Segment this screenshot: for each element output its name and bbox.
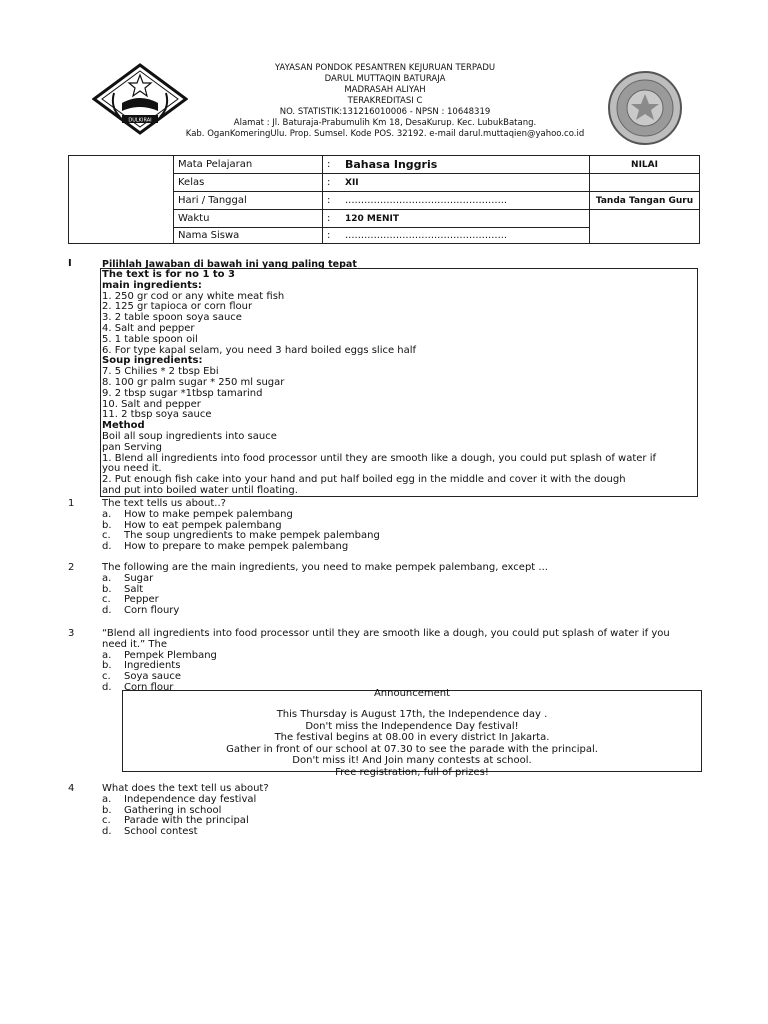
announcement-title: Announcement (373, 688, 451, 699)
letterhead-line: TERAKREDITASI C (347, 96, 423, 106)
recipe-line: 9. 2 tbsp sugar *1tbsp tamarind (102, 387, 263, 399)
option-text: The soup ungredients to make pempek palembang (124, 530, 380, 542)
letterhead-line: Alamat : Jl. Baturaja-Prabumulih Km 18, DesaKurup. Kec. LubukBatang. (233, 118, 537, 128)
recipe-line: 4. Salt and pepper (102, 323, 195, 334)
option-text: Parade with the principal (124, 815, 249, 827)
signature-header: Tanda Tangan Guru (590, 192, 700, 210)
option-letter: d. (102, 541, 112, 553)
option-letter: c. (102, 594, 111, 606)
recipe-line: 10. Salt and pepper (102, 398, 201, 410)
date-value: ................................................... (341, 192, 590, 210)
letterhead-line: YAYASAN PONDOK PESANTREN KEJURUAN TERPADU (274, 63, 496, 73)
question-text: need it.” The (102, 638, 168, 650)
recipe-line: Soup ingredients: (102, 355, 203, 367)
signature-box (590, 210, 700, 244)
option-text: How to make pempek palembang (124, 508, 293, 520)
announcement-line: Don't miss it! And Join many contests at school. (292, 755, 532, 766)
svg-text:DULKIRAI: DULKIRAI (128, 117, 152, 124)
option-letter: c. (102, 671, 111, 683)
letterhead-line: NO. STATISTIK:131216010006 - NPSN : 10648319 (279, 107, 491, 117)
info-label: Kelas (174, 174, 323, 192)
option-text: How to eat pempek palembang (124, 519, 282, 531)
letterhead-line: DARUL MUTTAQIN BATURAJA (324, 74, 446, 84)
letterhead-line: Kab. OganKomeringUlu. Prop. Sumsel. Kode POS. 32192. e-mail darul.muttaqien@yahoo.co.id (185, 129, 585, 139)
option-text: Salt (124, 583, 144, 595)
option-letter: b. (102, 519, 112, 531)
recipe-line: Boil all soup ingredients into sauce (102, 431, 277, 442)
info-sep: : (323, 210, 342, 228)
option-letter: c. (102, 530, 111, 542)
letterhead-line: MADRASAH ALIYAH (344, 85, 426, 95)
option-text: How to prepare to make pempek palembang (124, 541, 349, 553)
question-number: 1 (68, 498, 75, 509)
info-sep: : (323, 192, 342, 210)
recipe-line: 5. 1 table spoon oil (102, 333, 198, 345)
announcement-line: The festival begins at 08.00 in every district In Jakarta. (274, 732, 550, 743)
option-text: Corn flour (124, 682, 174, 693)
recipe-line: The text is for no 1 to 3 (102, 269, 235, 280)
announcement-line: Don't miss the Independence Day festival! (305, 720, 519, 732)
recipe-line: 6. For type kapal selam, you need 3 hard boiled eggs slice half (102, 344, 417, 356)
info-label: Waktu (174, 210, 323, 228)
recipe-line: 8. 100 gr palm sugar * 250 ml sugar (102, 377, 285, 388)
question-number: 2 (68, 562, 75, 573)
option-letter: d. (102, 605, 112, 617)
option-letter: b. (102, 660, 112, 672)
recipe-line: you need it. (102, 463, 162, 475)
question-number: 3 (68, 628, 75, 639)
question-text: What does the text tell us about? (102, 783, 269, 794)
option-text: Sugar (124, 572, 154, 584)
name-value: ................................................... (341, 228, 590, 244)
option-letter: a. (102, 508, 112, 520)
recipe-line: 1. 250 gr cod or any white meat fish (102, 290, 285, 302)
question-number: 4 (68, 783, 75, 794)
recipe-line: pan Serving (102, 441, 162, 453)
question-text: The text tells us about..? (102, 498, 226, 509)
recipe-line: Method (102, 420, 145, 432)
option-text: Ingredients (124, 660, 181, 672)
option-text: Corn floury (124, 605, 180, 617)
section-instruction: Pilihlah Jawaban di bawah ini yang paling tepat (102, 259, 357, 270)
recipe-line: 3. 2 table spoon soya sauce (102, 312, 242, 324)
student-info-table (68, 155, 700, 244)
subject-value: Bahasa Inggris (341, 156, 590, 174)
info-sep: : (323, 174, 342, 192)
recipe-line: and put into boiled water until floating. (102, 485, 298, 496)
option-text: Independence day festival (124, 793, 257, 805)
section-number: I (68, 258, 72, 269)
time-value: 120 MENIT (341, 210, 590, 228)
info-sep: : (323, 228, 342, 244)
nilai-box (590, 174, 700, 192)
option-text: Pempek Plembang (124, 649, 217, 661)
option-letter: a. (102, 649, 112, 661)
option-letter: d. (102, 682, 112, 693)
recipe-line: main ingredients: (102, 279, 202, 291)
question-text: “Blend all ingredients into food processor until they are smooth like a dough, you could put splash of water if you (102, 628, 670, 639)
recipe-line: 1. Blend all ingredients into food processor until they are smooth like a dough, you could put splash of water if (102, 452, 656, 464)
recipe-line: 7. 5 Chilies * 2 tbsp Ebi (102, 366, 219, 378)
announcement-line: Gather in front of our school at 07.30 to see the parade with the principal. (226, 743, 598, 755)
info-label: Hari / Tanggal (174, 192, 323, 210)
recipe-line: 11. 2 tbsp soya sauce (102, 409, 212, 421)
recipe-line: 2. Put enough fish cake into your hand and put half boiled egg in the middle and cover it with the dough (102, 474, 626, 486)
option-letter: b. (102, 583, 112, 595)
option-letter: a. (102, 793, 112, 805)
option-letter: d. (102, 826, 112, 838)
announcement-line: This Thursday is August 17th, the Independence day . (276, 709, 548, 720)
option-text: School contest (124, 826, 198, 838)
option-text: Pepper (124, 594, 159, 606)
info-label: Nama Siswa (174, 228, 323, 244)
blank-cell (69, 156, 174, 244)
announcement-line: Free registration, full of prizes! (335, 766, 489, 778)
option-letter: c. (102, 815, 111, 827)
class-value: XII (341, 174, 590, 192)
option-text: Soya sauce (124, 671, 182, 683)
option-text: Gathering in school (124, 804, 222, 816)
info-label: Mata Pelajaran (174, 156, 323, 174)
option-letter: b. (102, 804, 112, 816)
info-sep: : (323, 156, 342, 174)
nilai-header: NILAI (590, 156, 700, 174)
question-text: The following are the main ingredients, you need to make pempek palembang, except ... (102, 562, 548, 573)
option-letter: a. (102, 572, 112, 584)
letterhead (150, 63, 620, 140)
recipe-line: 2. 125 gr tapioca or corn flour (102, 301, 253, 313)
